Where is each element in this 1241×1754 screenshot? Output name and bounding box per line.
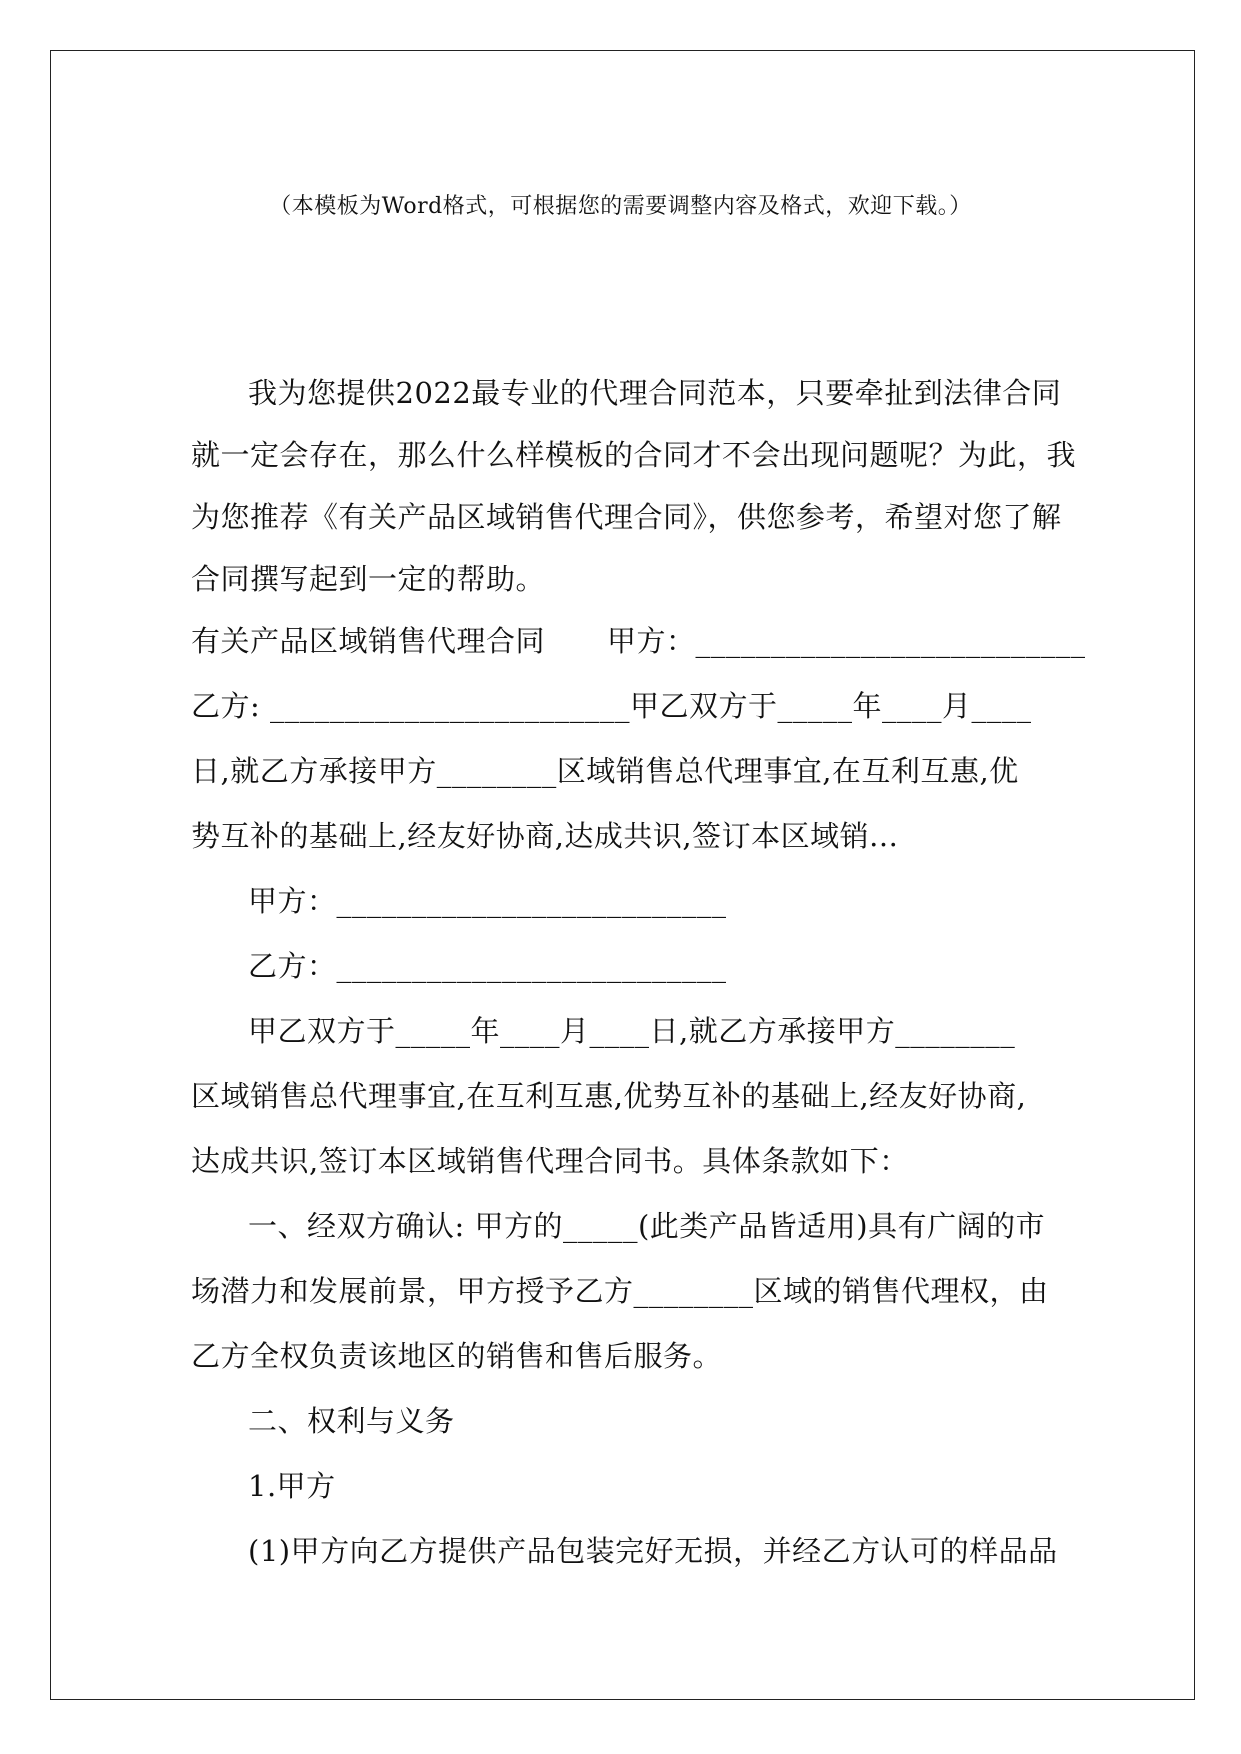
section-2-heading: 二、权利与义务 <box>248 1404 455 1438</box>
party-a-field-inline: 甲方：__________________________ <box>607 624 1086 658</box>
item-1-line-1: (1)甲方向乙方提供产品包装完好无损，并经乙方认可的样品品 <box>248 1534 1058 1568</box>
clause-1-line-2: 场潜力和发展前景，甲方授予乙方________区域的销售代理权，由 <box>191 1274 1049 1308</box>
party-b-field: 乙方：__________________________ <box>248 949 727 983</box>
preamble-line-1: 甲乙双方于_____年____月____日,就乙方承接甲方________ <box>248 1014 1016 1048</box>
preamble-line-3: 达成共识,签订本区域销售代理合同书。具体条款如下： <box>191 1144 909 1178</box>
party-a-field: 甲方：__________________________ <box>248 884 727 918</box>
intro-line-4: 合同撰写起到一定的帮助。 <box>191 562 546 596</box>
clause-1-line-1: 一、经双方确认: 甲方的_____(此类产品皆适用)具有广阔的市 <box>248 1209 1046 1243</box>
subsection-party-a: 1.甲方 <box>248 1469 336 1503</box>
clause-1-line-3: 乙方全权负责该地区的销售和售后服务。 <box>191 1339 723 1373</box>
contract-title: 有关产品区域销售代理合同 <box>191 624 546 658</box>
contract-summary-line-3: 日,就乙方承接甲方________区域销售总代理事宜,在互利互惠,优 <box>191 754 1019 788</box>
contract-summary-line-2: 乙方: ________________________甲乙双方于_____年____月____ <box>191 689 1032 723</box>
template-note: （本模板为Word格式，可根据您的需要调整内容及格式，欢迎下载。） <box>269 194 972 219</box>
preamble-line-2: 区域销售总代理事宜,在互利互惠,优势互补的基础上,经友好协商, <box>191 1079 1027 1113</box>
contract-summary-line-4: 势互补的基础上,经友好协商,达成共识,签订本区域销... <box>191 819 899 853</box>
intro-line-2: 就一定会存在，那么什么样模板的合同才不会出现问题呢？为此，我 <box>191 438 1077 472</box>
page-border <box>50 50 1195 1700</box>
intro-line-3: 为您推荐《有关产品区域销售代理合同》，供您参考，希望对您了解 <box>191 500 1062 534</box>
contract-summary-line-1 <box>191 621 1086 661</box>
intro-line-1: 我为您提供2022最专业的代理合同范本，只要牵扯到法律合同 <box>248 376 1062 410</box>
